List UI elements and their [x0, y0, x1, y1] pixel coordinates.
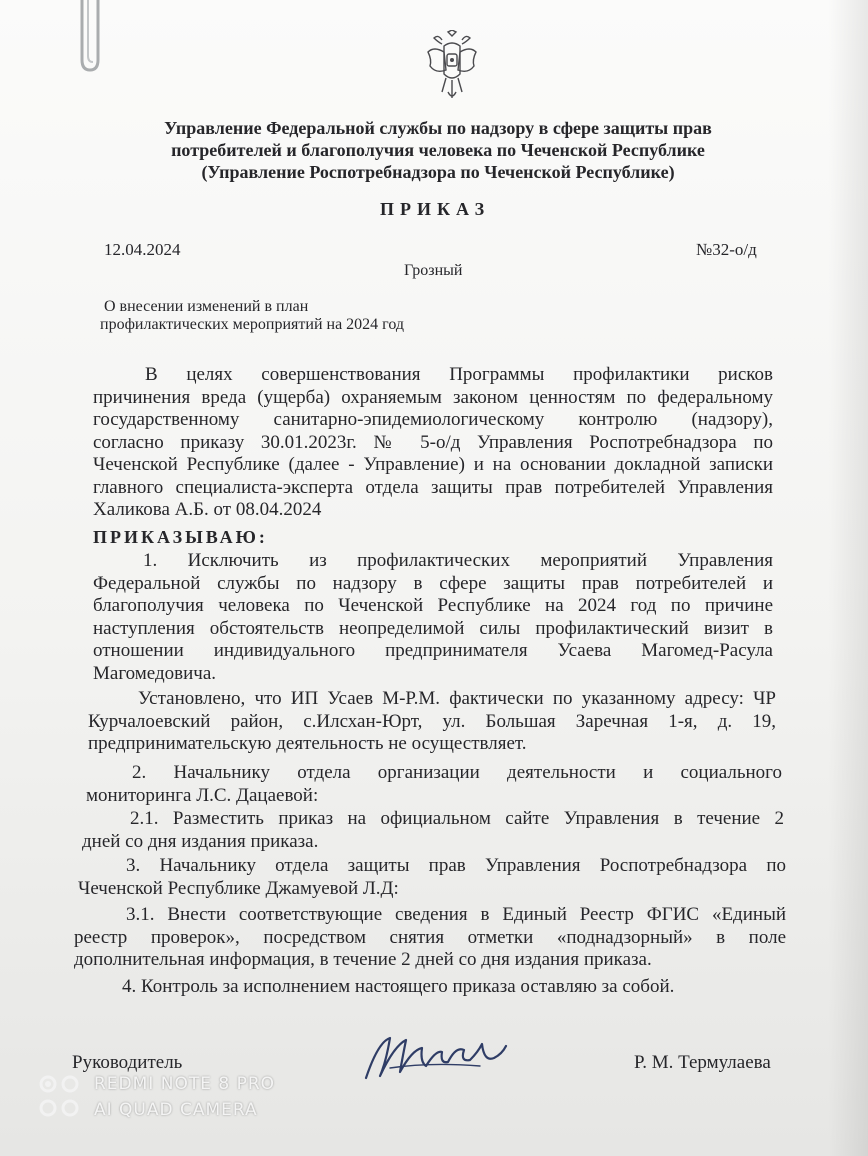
header-line-3: (Управление Роспотребнадзора по Чеченской Республике) [201, 162, 675, 182]
page-shadow [828, 0, 868, 1156]
item-1-line: наступления обстоятельств неопределимой силы профилактический визит в [93, 617, 773, 639]
item-2-line: мониторинга Л.С. Дацаевой: [86, 784, 319, 806]
item-3-paragraph [78, 855, 786, 900]
signatory-position: Руководитель [72, 1052, 183, 1073]
item-2-1-paragraph [82, 808, 784, 853]
preamble-line: Халикова А.Б. от 08.04.2024 [93, 499, 322, 520]
preamble-paragraph [93, 364, 773, 522]
header-line-2: потребителей и благополучия человека по Чеченской Республике [171, 140, 705, 160]
item-2-line: 2. Начальнику отдела организации деятельности и социального [132, 762, 782, 783]
document-date: 12.04.2024 [104, 240, 181, 259]
document-number: №32-о/д [696, 240, 757, 259]
quad-camera-icon [36, 1072, 84, 1120]
item-1-line: отношении индивидуального предпринимателя Усаева Магомед-Расула [93, 640, 773, 661]
item-3-1-paragraph [74, 904, 786, 972]
watermark-line-1: REDMI NOTE 8 PRO [94, 1074, 276, 1094]
handwritten-signature [360, 1032, 510, 1084]
paperclip-icon [74, 0, 114, 74]
preamble-line: государственному санитарно-эпидемиологическому контролю (надзору), [93, 409, 773, 430]
item-3-line: Чеченской Республике Джамуевой Л.Д: [78, 877, 399, 899]
coat-of-arms-icon [424, 30, 480, 102]
document-title: ПРИКАЗ [380, 199, 491, 219]
document-city: Грозный [404, 262, 463, 279]
item-1-line: Магомедовича. [93, 662, 217, 684]
item-3-1-line: реестр проверок», посредством снятия отметки «поднадзорный» в поле [74, 926, 786, 948]
watermark-line-2: AI QUAD CAMERA [94, 1100, 258, 1120]
preamble-line: причинения вреда (ущерба) охраняемым законом ценностям по федеральному [93, 386, 773, 408]
item-2-1-line: 2.1. Разместить приказ на официальном сайте Управления в течение 2 [130, 808, 784, 829]
order-word: ПРИКАЗЫВАЮ: [93, 527, 268, 547]
subject-line-2: профилактических мероприятий на 2024 год [100, 316, 405, 333]
item-3-line: 3. Начальнику отдела защиты прав Управления Роспотребнадзора по [126, 855, 786, 876]
item-2-1-line: дней со дня издания приказа. [82, 830, 319, 852]
header-line-1: Управление Федеральной службы по надзору в сфере защиты прав [164, 118, 712, 138]
item-1-paragraph [93, 550, 773, 685]
item-2-paragraph [86, 762, 782, 807]
established-paragraph [88, 688, 776, 756]
subject-line-1: О внесении изменений в план [104, 298, 309, 315]
item-1-line: 1. Исключить из профилактических мероприятий Управления [143, 550, 773, 571]
item-1-line: Федеральной службы по надзору в сфере защиты прав потребителей и [93, 572, 773, 594]
item-4-line: 4. Контроль за исполнением настоящего приказа оставляю за собой. [122, 976, 675, 997]
preamble-line: главного специалиста-эксперта отдела защиты прав потребителей Управления [93, 476, 773, 498]
item-1-line: благополучия человека по Чеченской Республике на 2024 год по причине [93, 595, 773, 616]
preamble-line: Чеченской Республике (далее - Управление) и на основании докладной записки [93, 454, 773, 475]
item-3-1-line: дополнительная информация, в течение 2 дней со дня издания приказа. [74, 949, 652, 970]
established-line: Курчалоевский район, с.Илсхан-Юрт, ул. Большая Заречная 1-я, д. 19, [88, 710, 776, 732]
preamble-line: согласно приказу 30.01.2023г. № 5-о/д Управления Роспотребнадзора по [93, 431, 773, 453]
item-3-1-line: 3.1. Внести соответствующие сведения в Единый Реестр ФГИС «Единый [126, 904, 786, 925]
established-line: предпринимательскую деятельность не осуществляет. [88, 733, 527, 754]
camera-watermark [36, 1072, 296, 1124]
signatory-name: Р. М. Термулаева [634, 1052, 771, 1073]
established-line: Установлено, что ИП Усаев М-Р.М. фактически по указанному адресу: ЧР [138, 688, 776, 709]
preamble-line: В целях совершенствования Программы профилактики рисков [145, 364, 773, 385]
